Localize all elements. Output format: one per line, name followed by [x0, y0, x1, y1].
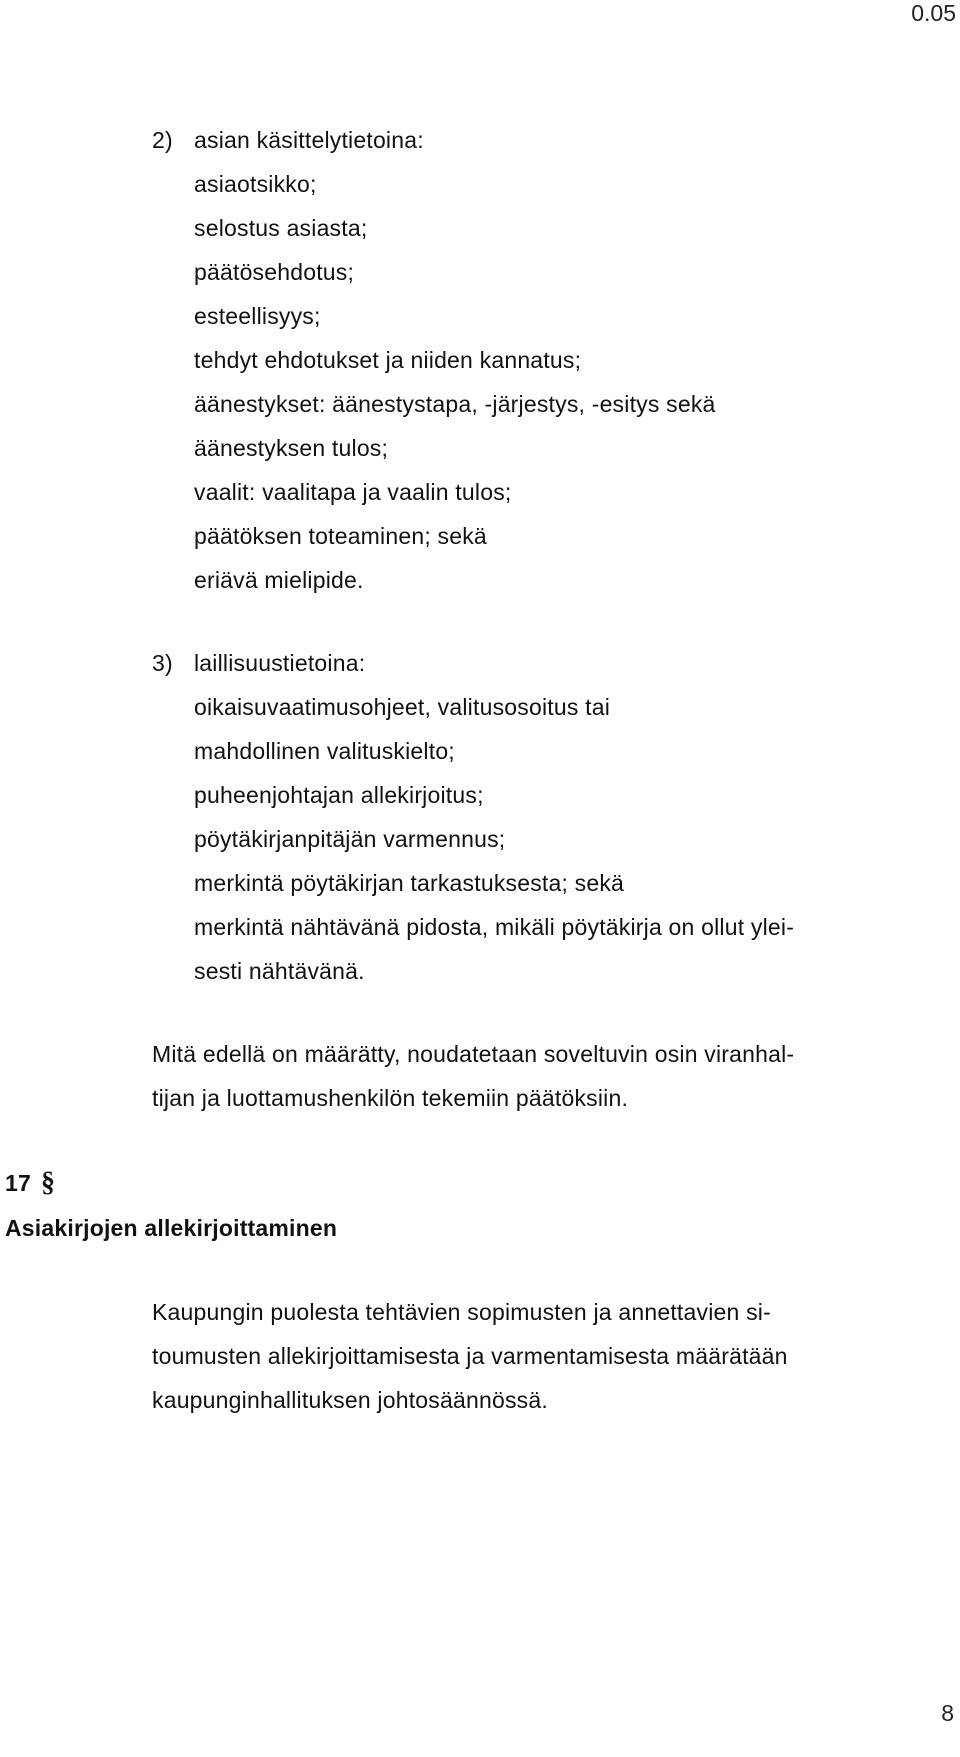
item-2-line: äänestyksen tulos; [194, 435, 389, 461]
section-title: Asiakirjojen allekirjoittaminen [5, 1215, 338, 1241]
item-3-line: sesti nähtävänä. [194, 958, 365, 984]
item-2-line: päätöksen toteaminen; sekä [194, 523, 487, 549]
item-2-line: tehdyt ehdotukset ja niiden kannatus; [194, 347, 582, 373]
item-2-line: selostus asiasta; [194, 215, 368, 241]
item-3-title: laillisuustietoina: [194, 650, 366, 676]
item-2-line: asiaotsikko; [194, 171, 317, 197]
section-paragraph-line: toumusten allekirjoittamisesta ja varmentamisesta määrätään [152, 1343, 788, 1369]
page-number: 8 [941, 1700, 954, 1726]
item-2-line: päätösehdotus; [194, 259, 355, 285]
paragraph-line: Mitä edellä on määrätty, noudatetaan soveltuvin osin viranhal- [152, 1041, 795, 1067]
section-symbol: § [40, 1167, 56, 1198]
item-3-line: merkintä pöytäkirjan tarkastuksesta; sekä [194, 870, 625, 896]
section-number: 17 [5, 1170, 31, 1196]
item-3-line: puheenjohtajan allekirjoitus; [194, 782, 484, 808]
section-paragraph-line: kaupunginhallituksen johtosäännössä. [152, 1387, 548, 1413]
item-2-title: asian käsittelytietoina: [194, 127, 424, 153]
item-2-line: eriävä mielipide. [194, 567, 364, 593]
paragraph-line: tijan ja luottamushenkilön tekemiin päätöksiin. [152, 1085, 629, 1111]
item-3-line: mahdollinen valituskielto; [194, 738, 455, 764]
item-3-line: merkintä nähtävänä pidosta, mikäli pöytäkirja on ollut ylei- [194, 914, 795, 940]
item-2-line: vaalit: vaalitapa ja vaalin tulos; [194, 479, 512, 505]
item-2-line: esteellisyys; [194, 303, 321, 329]
item-3-line: pöytäkirjanpitäjän varmennus; [194, 826, 506, 852]
section-heading-number [5, 1168, 55, 1198]
item-3-line: oikaisuvaatimusohjeet, valitusosoitus tai [194, 694, 611, 720]
item-3-number: 3) [152, 650, 173, 676]
item-2-line: äänestykset: äänestystapa, -järjestys, -esitys sekä [194, 391, 716, 417]
page-corner-number: 0.05 [911, 0, 956, 26]
item-2-number: 2) [152, 127, 173, 153]
section-paragraph-line: Kaupungin puolesta tehtävien sopimusten ja annettavien si- [152, 1299, 771, 1325]
